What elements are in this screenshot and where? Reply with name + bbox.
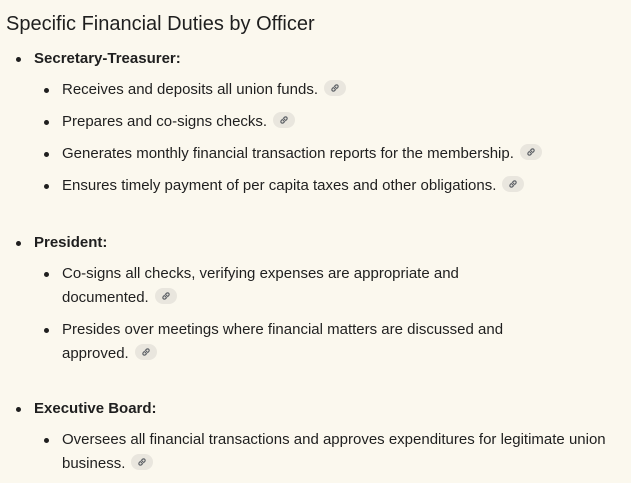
duty-list	[16, 428, 627, 476]
source-link-button[interactable]	[502, 176, 524, 192]
section-heading-label: Executive Board:	[34, 400, 157, 417]
section-heading-label: President:	[34, 234, 108, 251]
list-item-text: Generates monthly financial transaction reports for the membership.	[62, 145, 514, 162]
list-item-text: Receives and deposits all union funds.	[62, 81, 318, 98]
source-link-button[interactable]	[324, 80, 346, 96]
page-title: Specific Financial Duties by Officer	[6, 13, 315, 35]
source-link-button[interactable]	[131, 454, 153, 470]
source-link-button[interactable]	[520, 144, 542, 160]
section-heading	[16, 232, 627, 254]
link-icon	[137, 457, 147, 467]
link-icon	[508, 179, 518, 189]
section-secretary-treasurer	[16, 48, 627, 198]
section-heading	[16, 48, 627, 70]
list-item	[44, 78, 627, 102]
bullet-icon	[44, 438, 49, 443]
list-item	[44, 262, 502, 310]
duty-list	[16, 262, 627, 366]
list-item	[44, 318, 552, 366]
list-item	[44, 174, 627, 198]
list-item-text: Oversees all financial transactions and approves expenditures for legitimate union business.	[62, 431, 606, 472]
list-item	[44, 142, 627, 166]
bullet-icon	[44, 152, 49, 157]
list-item-text: Prepares and co-signs checks.	[62, 113, 268, 130]
bullet-icon	[16, 241, 21, 246]
source-link-button[interactable]	[155, 288, 177, 304]
bullet-icon	[44, 120, 49, 125]
source-link-button[interactable]	[273, 112, 295, 128]
bullet-icon	[44, 272, 49, 277]
list-item-text: Presides over meetings where financial matters are discussed and approved.	[62, 321, 504, 362]
bullet-icon	[44, 88, 49, 93]
bullet-icon	[44, 184, 49, 189]
list-item-text: Co-signs all checks, verifying expenses are appropriate and documented.	[62, 265, 459, 306]
list-item	[44, 110, 627, 134]
bullet-icon	[16, 407, 21, 412]
source-link-button[interactable]	[135, 344, 157, 360]
list-item-text: Ensures timely payment of per capita taxes and other obligations.	[62, 177, 497, 194]
bullet-icon	[44, 328, 49, 333]
link-icon	[141, 347, 151, 357]
link-icon	[279, 115, 289, 125]
section-executive-board	[16, 398, 627, 476]
bullet-icon	[16, 57, 21, 62]
list-item	[44, 428, 622, 476]
section-president	[16, 232, 627, 366]
link-icon	[330, 83, 340, 93]
link-icon	[161, 291, 171, 301]
section-heading	[16, 398, 627, 420]
link-icon	[526, 147, 536, 157]
section-heading-label: Secretary-Treasurer:	[34, 50, 181, 67]
duty-list	[16, 78, 627, 198]
